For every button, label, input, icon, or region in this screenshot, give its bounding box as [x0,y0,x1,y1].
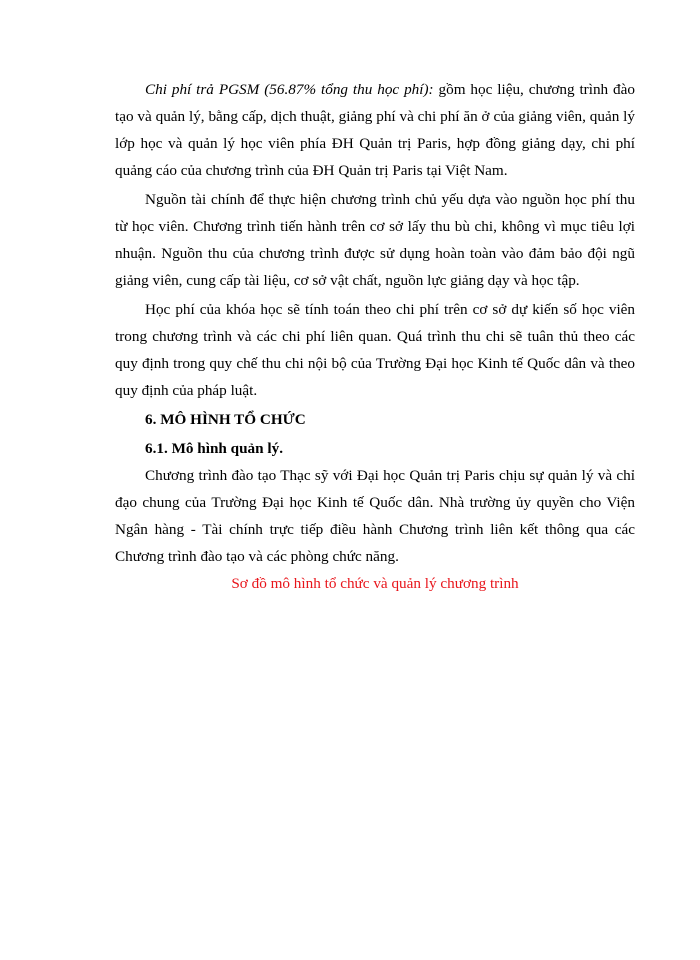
subsection-heading: 6.1. Mô hình quản lý. [145,440,284,457]
paragraph-management: Chương trình đào tạo Thạc sỹ với Đại học Quản trị Paris chịu sự quản lý và chỉ đạo chung của Trường Đại học Kinh tế Quốc dân. Nhà trường ủy quyền cho Viện Ngân hàng - Tài chính trực tiếp điều hành Chương trình liên kết thông qua các Chương trình đào tạo và các phòng chức năng. [115,467,635,565]
section-heading: 6. MÔ HÌNH TỔ CHỨC [145,411,306,428]
paragraph-body: gồm học liệu, chương trình đào tạo và quản lý, bằng cấp, dịch thuật, giảng phí và chi phí ăn ở của giảng viên, quản lý lớp học và quản lý học viên phía ĐH Quản trị Paris, hợp đồng giảng dạy, chi phí quảng cáo của chương trình của ĐH Quản trị Paris tại Việt Nam. [115,81,635,179]
paragraph-tuition: Học phí của khóa học sẽ tính toán theo chi phí trên cơ sở dự kiến số học viên trong chương trình và các chi phí liên quan. Quá trình thu chi sẽ tuân thủ theo các quy định trong quy chế thu chi nội bộ của Trường Đại học Kinh tế Quốc dân và theo quy định của pháp luật. [115,301,635,399]
paragraph-funding-source: Nguồn tài chính để thực hiện chương trình chủ yếu dựa vào nguồn học phí thu từ học viên. Chương trình tiến hành trên cơ sở lấy thu bù chi, không vì mục tiêu lợi nhuận. Nguồn thu của chương trình được sử dụng hoàn toàn vào đảm bảo đội ngũ giảng viên, cung cấp tài liệu, cơ sở vật chất, nguồn lực giảng dạy và học tập. [115,191,635,289]
diagram-caption: Sơ đồ mô hình tổ chức và quản lý chương trình [231,575,519,592]
paragraph-pgsm-costs [115,76,635,184]
paragraph-lead-italic: Chi phí trả PGSM (56.87% tổng thu học phí): [145,81,434,98]
document-page [115,76,635,597]
